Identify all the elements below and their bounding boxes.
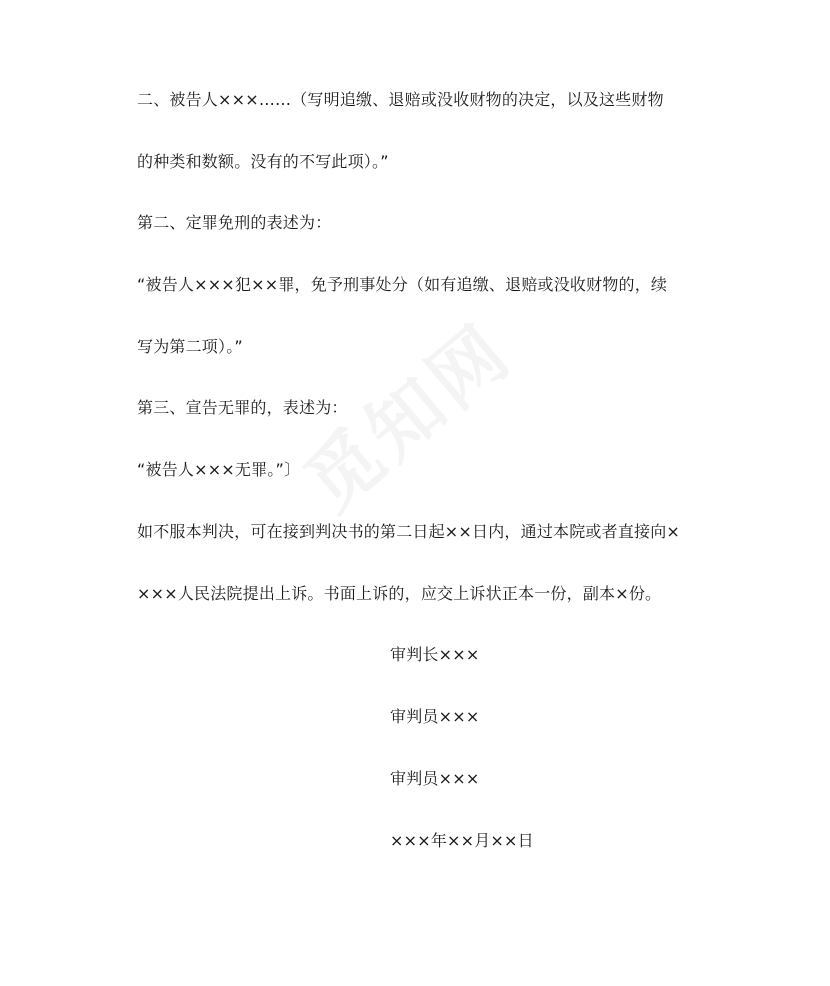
- signature-date: ×××年××月××日: [390, 831, 534, 850]
- signature-judge-1: 审判员×××: [390, 707, 480, 726]
- paragraph-line: “被告人×××犯××罪，免予刑事处分（如有追缴、退赔或没收财物的，续: [137, 275, 668, 294]
- paragraph-line: 第二、定罪免刑的表述为：: [137, 213, 332, 232]
- signature-chief-judge: 审判长×××: [390, 645, 480, 664]
- signature-judge-2: 审判员×××: [390, 769, 480, 788]
- paragraph-line: 二、被告人×××……（写明追缴、退赔或没收财物的决定，以及这些财物: [137, 90, 664, 109]
- paragraph-line: 第三、宣告无罪的，表述为：: [137, 398, 348, 417]
- paragraph-line: 如不服本判决，可在接到判决书的第二日起××日内，通过本院或者直接向×: [137, 522, 681, 541]
- paragraph-line: “被告人×××无罪。”〕: [137, 460, 301, 479]
- paragraph-line: ×××人民法院提出上诉。书面上诉的，应交上诉状正本一份，副本×份。: [137, 584, 662, 603]
- paragraph-line: 的种类和数额。没有的不写此项）。”: [137, 152, 389, 171]
- paragraph-line: 写为第二项）。”: [137, 337, 243, 356]
